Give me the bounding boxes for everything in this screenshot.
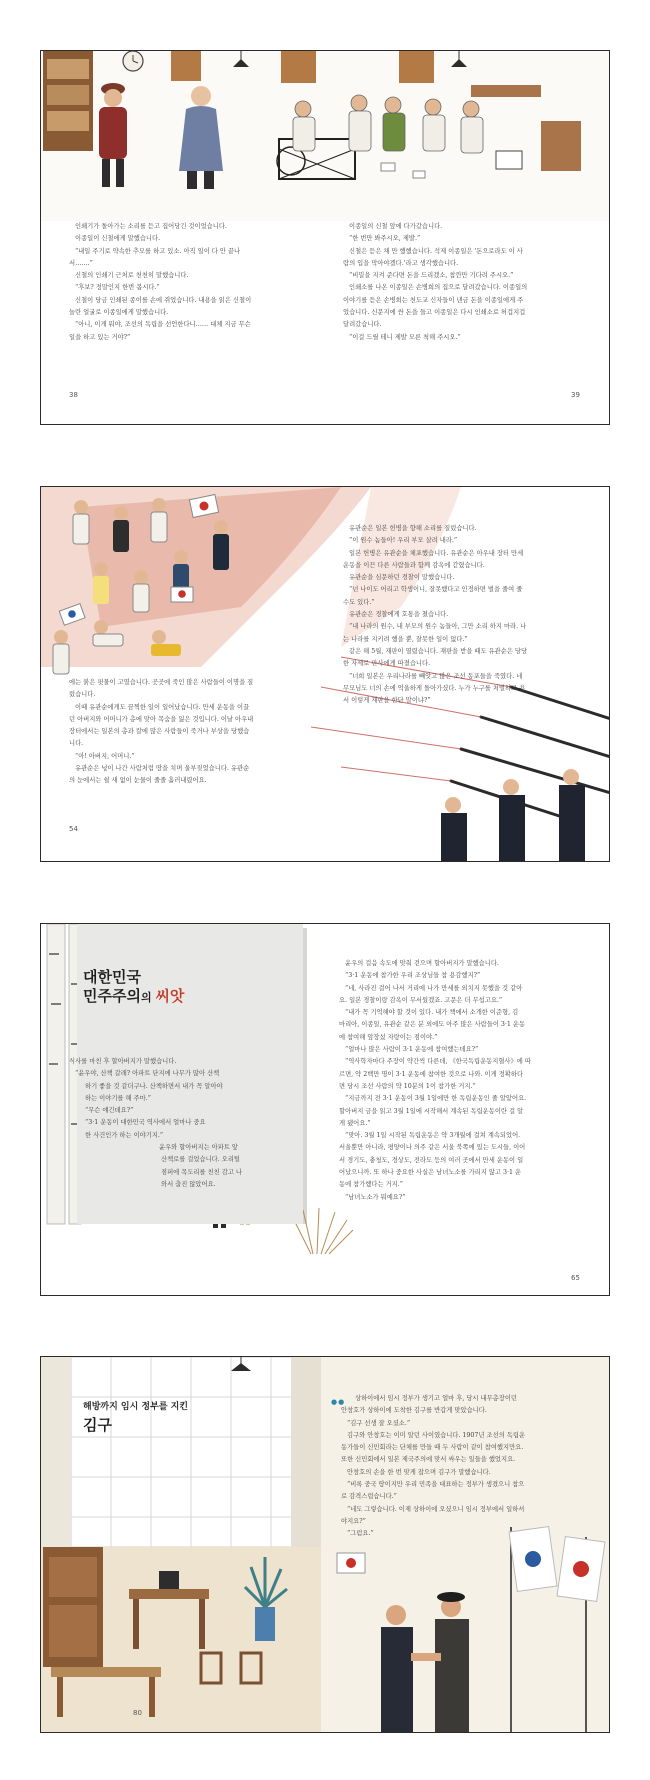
text-line: “한 번만 봐주시오, 제발.”	[349, 235, 421, 243]
text-line: 인쇄소를 나온 이종일은 손병희의 집으로 달려갔습니다. 이종일의	[349, 284, 528, 292]
text-line: “얼마나 많은 사람이 3·1 운동에 참여했는데요?”	[345, 1046, 479, 1054]
page-81-text	[341, 1393, 591, 1541]
title-particle: 의	[140, 991, 156, 1004]
text-line: “역사학자마다 주장이 약간씩 다른데, 《한국독립운동지혈사》에 따	[345, 1058, 531, 1066]
page-54-text	[69, 677, 314, 788]
text-line: 신철은 듣은 채 만 했했습니다. 석제 이종일은 '돈으로라도 이 사	[349, 247, 523, 255]
spread-page-54-55	[40, 486, 610, 862]
text-line: 르면, 약 2백만 명이 3·1 운동에 참여한 것으로 나와. 이게 정확하다	[339, 1070, 524, 1078]
page-64-text	[69, 1056, 297, 1191]
text-line: “네, 사라진 걸어 나서 거리에 나가 만세를 외치지 못했을 것 같아	[345, 984, 523, 992]
text-line: 상하이에서 임시 정부가 생기고 얼마 후, 당시 내무총장이던	[355, 1395, 517, 1402]
printing-shop-illustration	[41, 51, 610, 221]
text-line: 이종일이 신철에게 말했습니다.	[75, 235, 161, 243]
text-line: 달려갔습니다.	[343, 321, 382, 329]
text-line: “그럼요.”	[347, 1530, 374, 1538]
chapter-title	[83, 968, 184, 1007]
chapter-subtitle: 해방까지 임시 정부를 지킨	[83, 1402, 189, 1412]
text-line: 윤우의 걸음 속도에 맞춰 걷으며 할아버지가 말했습니다.	[345, 960, 499, 967]
text-line: “내가 꼭 기억해야 할 것이 있다. 내가 책에서 소개한 이준형, 김	[345, 1009, 519, 1017]
text-line: 람의 입을 막아야겠다.'라고 생각했습니다.	[343, 259, 459, 267]
text-line: “3·1 운동이 대한민국 역사에서 얼마나 중요	[85, 1119, 206, 1127]
text-line: 할아버지 금을 읽고 3월 1일에 시작해서 계속된 독립운동이란 걸 알	[339, 1107, 524, 1115]
page-number-right: 39	[571, 391, 580, 399]
text-line: “아! 아버지, 어머니.”	[75, 752, 135, 760]
text-line: 윤우와 할아버지는 아파트 앞	[159, 1144, 238, 1152]
chapter-title-line2	[83, 987, 184, 1007]
text-line: “비록 중국 땅이지만 우리 민족을 대표하는 정부가 생겼으니 참으	[347, 1481, 525, 1489]
text-line: “너희 일본은 우리나라를 빼앗고 많은 조선 동포들을 죽였다. 네	[349, 672, 523, 680]
text-line: 식사를 마친 후 할아버지가 말했습니다.	[69, 1058, 177, 1065]
text-line: “후보? 정말인지 한번 봅시다.”	[75, 284, 160, 292]
text-line: 서 이렇게 재판을 한단 말이냐?”	[343, 697, 431, 705]
text-line: 니다.	[69, 740, 84, 748]
text-line: 던 아버지와 어머니가 총에 맞아 목숨을 잃은 것입니다. 이날 아우내	[69, 715, 254, 723]
chapter-title-line1: 대한민국	[83, 968, 141, 986]
text-line: 일본 헌병은 유관순을 체포했습니다. 유관순은 아우내 장터 만세	[349, 549, 524, 557]
text-line: 서울뿐만 아니라, 평양이나 의주 같은 서울 북쪽에 있는 도시들, 이어	[339, 1144, 526, 1152]
text-line: 에는 붉은 핏물이 고였습니다. 곳곳에 죽인 많은 사람들이 이명을 질	[69, 679, 254, 686]
text-line: “김구 선생 잘 오셨소.”	[347, 1419, 411, 1427]
text-line: “이 원수 놈들아! 우리 부모 살려 내라.”	[349, 537, 458, 545]
text-line: 로 감격스럽습니다.”	[341, 1493, 397, 1501]
title-highlight: 씨앗	[155, 987, 185, 1005]
text-line: 동가들이 신민회라는 단체를 만들 때 두 사람이 같이 참여했지만요.	[341, 1444, 524, 1452]
spread-page-38-39	[40, 50, 610, 425]
text-line: “넌 나이도 어리고 학생이니, 잘못했다고 인정하면 벌을 줄여 줄	[349, 586, 523, 594]
text-line: “이걸 드릴 테니 제발 모른 척해 주시오.”	[349, 333, 461, 341]
text-line: 수도 있다.”	[343, 598, 375, 606]
text-line: 유관순을 심문하던 경찰이 말했습니다.	[349, 574, 455, 582]
text-line: 운동을 이끈 다른 사람들과 함께 감옥에 갇혔습니다.	[343, 561, 485, 569]
text-line: 같은 해 5월, 재판이 열렸습니다. 재판을 받을 때도 유관순은 당당	[349, 647, 528, 655]
text-line: 또한 신민회에서 일본 제국주의에 맞서 싸우는 일들을 했었지요.	[341, 1456, 516, 1464]
text-line: 한 자세로 판사에게 따졌습니다.	[343, 660, 431, 668]
text-line: 놀란 얼굴로 이종일에게 말했습니다.	[69, 309, 169, 317]
text-line: “3·1 운동에 참가한 우리 조상님들 참 용감했지?”	[345, 972, 481, 980]
text-line: 의 눈에서는 쉴 새 없이 눈물이 줄줄 흘러내렸어요.	[69, 777, 207, 785]
text-line: “내 나라의 원수, 내 부모의 원수 놈들아, 그만 소리 하지 마라. 나	[349, 623, 527, 631]
text-line: “비밀을 지켜 준다면 돈을 드리겠소, 참깐만 기다려 주시오.”	[349, 272, 514, 280]
text-line: 장터에서는 일본의 총과 칼에 많은 사람들이 죽거나 부상을 당했습	[69, 728, 250, 736]
text-line: 어났으니까. 또 하나 중요한 사실은 남녀노소를 가리지 않고 3·1 운	[339, 1169, 522, 1177]
text-line: 안창호의 손을 한 번 맞게 잡으며 김구가 말했습니다.	[347, 1468, 491, 1476]
text-line: “무슨 얘긴데요?”	[85, 1107, 134, 1115]
text-line: 하는 이야기를 해 주마.”	[85, 1094, 151, 1102]
text-line: 었습니다. 신문지에 싼 돈을 들고 이종일은 다시 인쇄소로 허겁지겁	[343, 309, 526, 317]
text-line: 인쇄기가 돌아가는 소리를 듣고 집어당긴 것이었습니다.	[75, 223, 227, 230]
text-line: “내일 주기로 약속한 추모를 하고 있소. 아직 일이 다 안 끝나	[75, 247, 241, 255]
page-number-left: 38	[69, 391, 78, 399]
text-line: “지금까지 전 3·1 운동이 3월 1일에만 한 독립운동인 줄 알았어요.	[345, 1095, 527, 1103]
text-line: 서 경기도, 충청도, 경상도, 전라도 등의 여러 곳에서 만세 운동이 일	[339, 1156, 524, 1164]
text-line: 하기 좋을 것 같더구나. 산책하면서 내가 꼭 알아야	[85, 1082, 223, 1090]
page-55-text	[343, 523, 588, 707]
page-number-right: 65	[571, 1274, 580, 1282]
text-line: 유관순은 넋이 나간 사람처럼 땅을 치며 울부짖었습니다. 유관순	[75, 765, 250, 773]
text-line: 한 사건인가 하는 이야기지.”	[85, 1131, 164, 1139]
text-line: 렀습니다.	[69, 691, 96, 699]
text-line: 게 됐어요.”	[339, 1119, 371, 1127]
page-number-left: 54	[69, 825, 78, 833]
text-line: 신철이 당금 인쇄된 종이를 손에 쥐었습니다. 내용을 읽은 신철이	[75, 296, 252, 304]
text-line: 요. 일본 경찰이랑 감옥이 무서웠겠죠. 고문은 더 무섭고요.”	[339, 996, 503, 1004]
text-line: 일을 하고 있는 거야?”	[69, 333, 131, 341]
paragraph-marker-icon: ●●	[331, 1398, 346, 1406]
text-line: 산책로를 걸었습니다. 오리털	[161, 1156, 240, 1164]
text-line: 동에 참가했다는 거지.”	[339, 1181, 403, 1189]
text-line: “윤우야, 산책 갈래? 아파트 단지에 나무가 많아 산책	[75, 1070, 220, 1078]
text-line: 점퍼에 목도리를 친친 감고 나	[161, 1168, 242, 1176]
text-line: 에 참여해 앞장섰 자랑이는 점이야.”	[339, 1033, 438, 1041]
text-line: 김구와 안창호는 이미 알던 사이였습니다. 1907년 조선의 독립운	[347, 1431, 526, 1439]
spread-page-64-65	[40, 923, 610, 1296]
text-line: 서…….”	[69, 259, 93, 267]
text-line: 무모님도 너의 손에 억울하게 돌아가셨다. 누가 누구를 처벌하고 용	[343, 684, 526, 692]
text-line: “맞아. 3월 1일 시작된 독립운동은 약 3개월에 걸쳐 계속되었어.	[345, 1132, 521, 1140]
text-line: “남녀노소가 뭐예요?”	[345, 1193, 406, 1201]
text-line: 이야기를 듣은 손병희는 천도교 신자들이 낸금 돈을 이종일에게 주	[343, 296, 524, 304]
title-part: 민주주의	[83, 987, 141, 1005]
text-line: “아니, 이게 뭐야, 조선의 독립을 선언한다니…… 대체 지금 무슨	[75, 321, 251, 329]
page-number-left: 80	[133, 1709, 142, 1717]
spread-page-80-81	[40, 1356, 610, 1733]
page-65-text	[339, 958, 589, 1204]
text-line: 야지요?”	[341, 1517, 366, 1525]
page-39-text	[343, 221, 583, 344]
chapter-title: 김구	[83, 1416, 112, 1434]
page-38-text	[69, 221, 309, 344]
text-line: 유관순은 일본 헌병을 향해 소리를 질렀습니다.	[349, 525, 477, 532]
text-line: 유관순은 경찰에게 호통을 쳤습니다.	[349, 611, 449, 619]
text-line: 마리아, 이종일, 유관순 같은 분 외에도 아주 많은 사람들이 3·1 운동	[339, 1021, 526, 1029]
text-line: 와서 춥진 않았어요.	[161, 1180, 216, 1188]
text-line: 는 나라를 지키려 했을 뿐, 잘못한 일이 없다.”	[343, 635, 468, 643]
text-line: 신철의 인쇄기 근처로 천천히 말했습니다.	[75, 272, 189, 280]
text-line: 면 당시 조선 사람의 약 10분의 1이 참가한 거지.”	[339, 1082, 476, 1090]
text-line: 안창호가 상하이에 도착한 김구를 반갑게 맞았습니다.	[341, 1407, 487, 1415]
text-line: 이종일의 신철 앞에 다가갔습니다.	[349, 223, 443, 230]
text-line: 이때 유관순에게도 끔찍한 일이 일어났습니다. 만세 운동을 이끌	[75, 703, 250, 711]
text-line: “네도 그렇습니다. 이제 상하이에 오셨으니 임시 정부에서 일하셔	[347, 1505, 525, 1513]
